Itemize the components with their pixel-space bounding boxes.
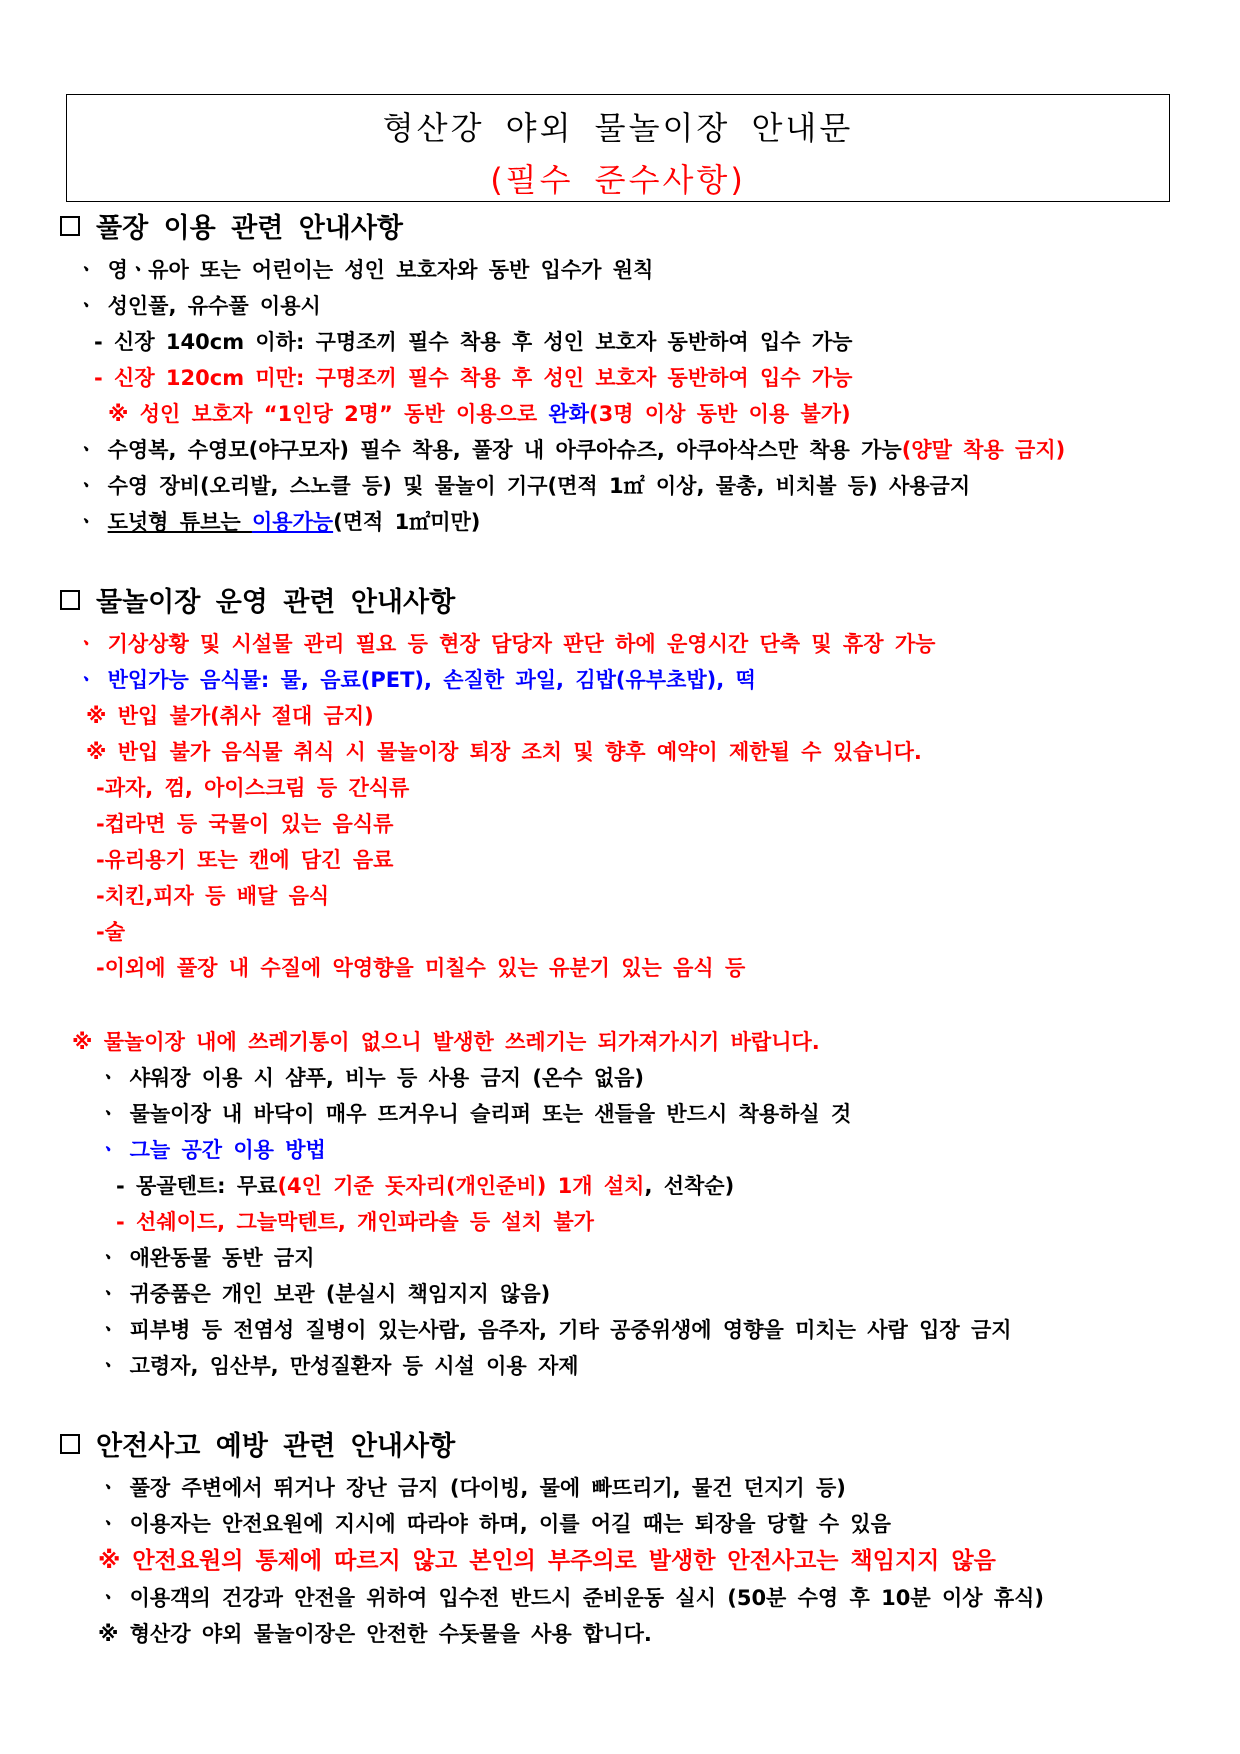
checkbox-square-icon — [60, 216, 80, 236]
pool-line-5-part-c: (3명 이상 동반 이용 불가) — [589, 402, 851, 426]
checkbox-square-icon — [60, 1434, 80, 1454]
operation-line-5: -과자, 껌, 아이스크림 등 간식류 — [96, 776, 410, 800]
section-title: 안전사고 예방 관련 안내사항 — [96, 1431, 456, 1462]
checkbox-square-icon — [60, 590, 80, 610]
operation-line-9: -술 — [96, 920, 126, 944]
operation-line-3: ※ 반입 불가(취사 절대 금지) — [86, 704, 374, 728]
pool-line-3: - 신장 140cm 이하: 구명조끼 필수 착용 후 성인 보호자 동반하여 입수 가능 — [94, 330, 853, 354]
operation-line-17: ㆍ 애완동물 동반 금지 — [98, 1246, 315, 1270]
pool-line-5 — [108, 398, 851, 428]
safety-line-3: ※ 안전요원의 통제에 따르지 않고 본인의 부주의로 발생한 안전사고는 책임지지 않음 — [98, 1548, 996, 1574]
section-title: 풀장 이용 관련 안내사항 — [96, 213, 404, 244]
pool-line-8-part-c: 이용가능 — [251, 510, 334, 534]
operation-line-1: ㆍ 기상상황 및 시설물 관리 필요 등 현장 담당자 판단 하에 운영시간 단축 및 휴장 가능 — [76, 632, 936, 656]
pool-line-6-part-a: ㆍ 수영복, 수영모(야구모자) 필수 착용, 풀장 내 아쿠아슈즈, 아쿠아삭스만 착용 가능 — [76, 438, 902, 462]
operation-line-15-part-c: , 선착순) — [644, 1174, 735, 1198]
operation-line-16: - 선쉐이드, 그늘막텐트, 개인파라솔 등 설치 불가 — [116, 1210, 594, 1234]
operation-line-6: -컵라면 등 국물이 있는 음식류 — [96, 812, 394, 836]
page-subtitle: (필수 준수사항) — [490, 161, 746, 199]
operation-line-13: ㆍ 물놀이장 내 바닥이 매우 뜨거우니 슬리퍼 또는 샌들을 반드시 착용하실 것 — [98, 1102, 852, 1126]
operation-line-10: -이외에 풀장 내 수질에 악영향을 미칠수 있는 유분기 있는 음식 등 — [96, 956, 746, 980]
safety-line-2: ㆍ 이용자는 안전요원에 지시에 따라야 하며, 이를 어길 때는 퇴장을 당할 수 있음 — [98, 1512, 891, 1536]
operation-line-11: ※ 물놀이장 내에 쓰레기통이 없으니 발생한 쓰레기는 되가져가시기 바랍니다. — [72, 1030, 820, 1054]
pool-line-5-part-b: 완화 — [548, 402, 590, 426]
section-heading-pool — [60, 206, 403, 245]
operation-line-7: -유리용기 또는 캔에 담긴 음료 — [96, 848, 394, 872]
operation-line-14: ㆍ 그늘 공간 이용 방법 — [98, 1138, 326, 1162]
operation-line-20: ㆍ 고령자, 임산부, 만성질환자 등 시설 이용 자제 — [98, 1354, 579, 1378]
operation-line-19: ㆍ 피부병 등 전염성 질병이 있는사람, 음주자, 기타 공중위생에 영향을 미치는 사람 입장 금지 — [98, 1318, 1012, 1342]
section-heading-safety — [60, 1424, 455, 1463]
pool-line-8-part-a: ㆍ — [76, 510, 108, 534]
pool-line-8 — [76, 506, 480, 536]
operation-line-18: ㆍ 귀중품은 개인 보관 (분실시 책임지지 않음) — [98, 1282, 551, 1306]
page-title: 형산강 야외 물놀이장 안내문 — [382, 109, 854, 147]
operation-line-12: ㆍ 샤워장 이용 시 샴푸, 비누 등 사용 금지 (온수 없음) — [98, 1066, 645, 1090]
pool-line-6-part-b: (양말 착용 금지) — [901, 438, 1066, 462]
operation-line-8: -치킨,피자 등 배달 음식 — [96, 884, 330, 908]
pool-line-8-part-b: 도넛형 튜브는 — [107, 510, 252, 534]
operation-line-15 — [116, 1170, 734, 1200]
operation-line-4: ※ 반입 불가 음식물 취식 시 물놀이장 퇴장 조치 및 향후 예약이 제한될 수 있습니다. — [86, 740, 922, 764]
pool-line-7: ㆍ 수영 장비(오리발, 스노클 등) 및 물놀이 기구(면적 1㎡ 이상, 물총, 비치볼 등) 사용금지 — [76, 474, 971, 498]
safety-line-4: ㆍ 이용객의 건강과 안전을 위하여 입수전 반드시 준비운동 실시 (50분 수영 후 10분 이상 휴식) — [98, 1586, 1045, 1610]
operation-line-15-part-a: - 몽골텐트: 무료 — [116, 1174, 278, 1198]
pool-line-4: - 신장 120cm 미만: 구명조끼 필수 착용 후 성인 보호자 동반하여 입수 가능 — [94, 366, 853, 390]
section-title: 물놀이장 운영 관련 안내사항 — [96, 587, 456, 618]
pool-line-6 — [76, 434, 1065, 464]
pool-line-5-part-a: ※ 성인 보호자 “1인당 2명” 동반 이용으로 — [108, 402, 549, 426]
pool-line-1: ㆍ 영ㆍ유아 또는 어린이는 성인 보호자와 동반 입수가 원칙 — [76, 258, 654, 282]
title-box — [66, 94, 1170, 202]
safety-line-5: ※ 형산강 야외 물놀이장은 안전한 수돗물을 사용 합니다. — [98, 1622, 652, 1646]
operation-line-15-part-b: (4인 기준 돗자리(개인준비) 1개 설치 — [277, 1174, 645, 1198]
operation-line-2: ㆍ 반입가능 음식물: 물, 음료(PET), 손질한 과일, 김밥(유부초밥), 떡 — [76, 668, 756, 692]
pool-line-2: ㆍ 성인풀, 유수풀 이용시 — [76, 294, 321, 318]
safety-line-1: ㆍ 풀장 주변에서 뛰거나 장난 금지 (다이빙, 물에 빠뜨리기, 물건 던지기 등) — [98, 1476, 846, 1500]
section-heading-operation — [60, 580, 455, 619]
pool-line-8-part-d: (면적 1㎡미만) — [333, 510, 481, 534]
